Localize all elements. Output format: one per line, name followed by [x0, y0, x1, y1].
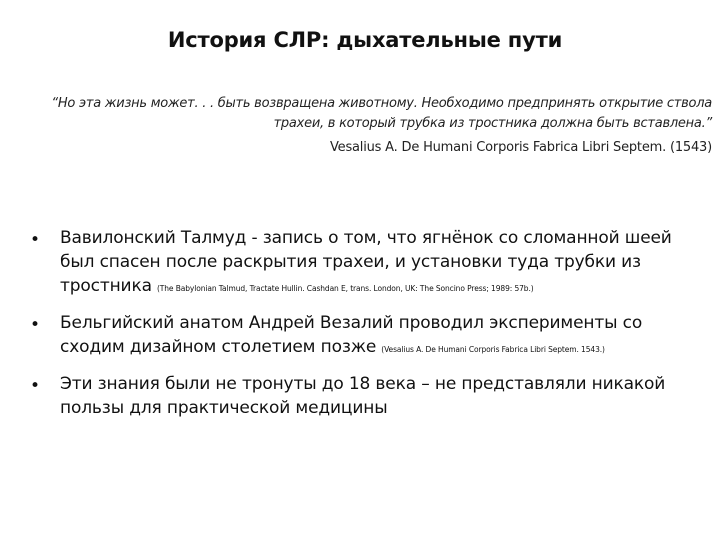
citation-work: Humani Corporis Fabrica Libri Septem.	[423, 140, 667, 155]
citation-author: Vesalius A. De	[329, 140, 420, 155]
bullet-marker: •	[30, 376, 41, 396]
bullet-reference: (Vesalius A. De Humani Corporis Fabrica Libri Septem. 1543.)	[381, 345, 605, 354]
bullet-list	[30, 226, 710, 433]
bullet-marker: •	[30, 315, 41, 335]
bullet-item	[30, 226, 710, 298]
bullet-text: Вавилонский Талмуд - запись о том, что ягнёнок со сломанной шеей был спасен после раскрытия трахеи, и установки туда трубки из тростника	[60, 228, 672, 296]
quote-block	[40, 94, 712, 158]
citation-year: (1543)	[669, 140, 712, 155]
bullet-item	[30, 311, 710, 359]
slide-title: История СЛР: дыхательные пути	[167, 28, 563, 52]
bullet-item	[30, 372, 710, 420]
quote-citation	[40, 138, 712, 158]
quote-text: “Но эта жизнь может. . . быть возвращена животному. Необходимо предпринять открытие ствола трахеи, в который трубка из тростника должна быть вставлена.”	[51, 96, 712, 131]
bullet-text: Бельгийский анатом Андрей Везалий проводил эксперименты со сходим дизайном столетием позже	[60, 313, 643, 357]
bullet-text: Эти знания были не тронуты до 18 века – не представляли никакой пользы для практической медицины	[60, 374, 666, 418]
bullet-reference: (The Babylonian Talmud, Tractate Hullin. Cashdan E, trans. London, UK: The Soncino Press; 1989: 57b.)	[156, 284, 534, 293]
bullet-marker: •	[30, 230, 41, 250]
